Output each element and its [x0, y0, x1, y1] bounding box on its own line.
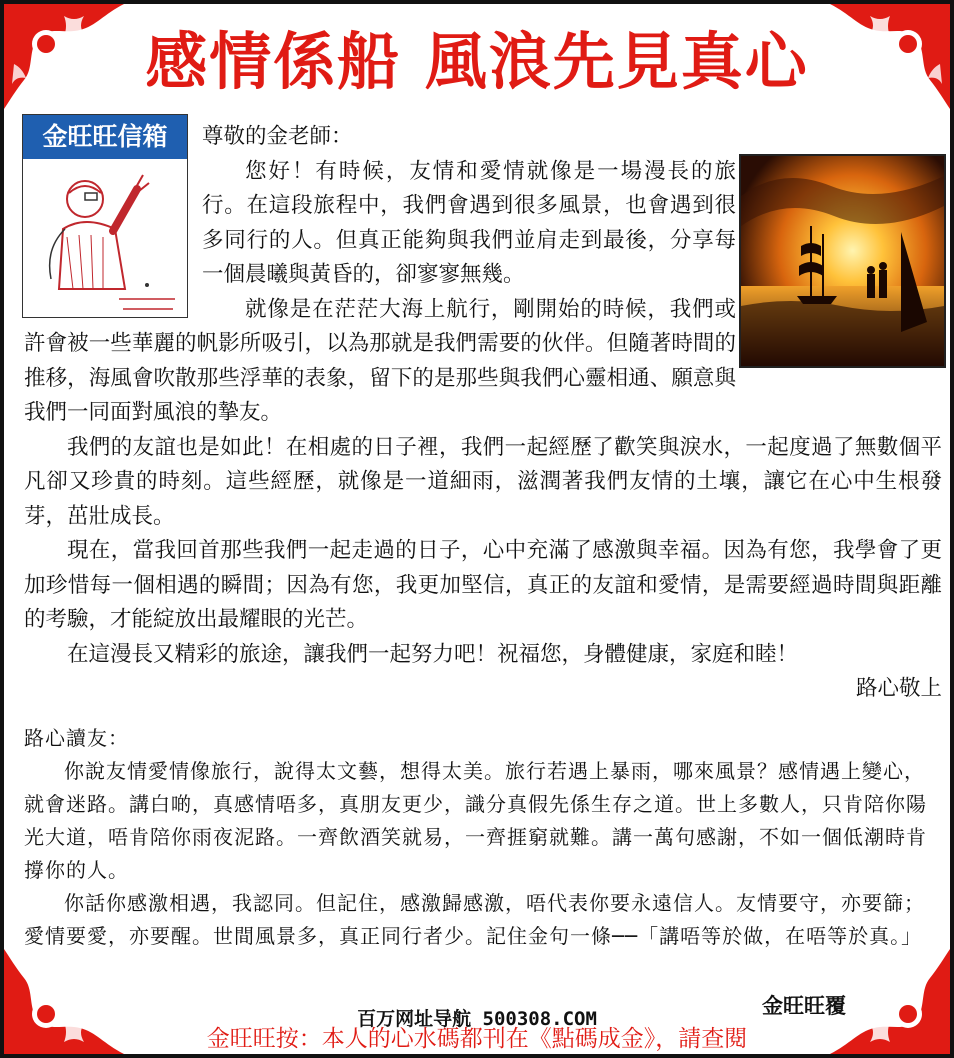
- letter-signoff: 路心敬上: [855, 676, 942, 701]
- article-headline: 感情係船 風浪先見真心: [145, 25, 809, 98]
- reply-paragraph: 你話你感激相遇，我認同。但記住，感激歸感激，唔代表你要永遠信人。友情要守，亦要篩；愛情要愛，亦要醒。世間風景多，真正同行者少。記住金句一條──「講唔等於做，在唔等於真。」: [24, 891, 925, 948]
- reader-letter: [24, 120, 942, 707]
- spacer: [24, 120, 202, 306]
- letter-salutation: 尊敬的金老師：: [202, 124, 353, 149]
- letter-paragraph: 您好！有時候，友情和愛情就像是一場漫長的旅行。在這段旅程中，我們會遇到很多風景，也會遇到很多同行的人。但真正能夠與我們並肩走到最後，分享每一個晨曦與黃昏的，卻寥寥無幾。: [202, 158, 736, 287]
- letter-paragraph: 就像是在茫茫大海上航行，剛開始的時候，我們或許會被一些華麗的帆影所吸引，以為那就是我們需要的伙伴。但隨著時間的推移，海風會吹散那些浮華的表象，留下的是那些與我們心靈相通、願意與我們一同面對風浪的摯友。: [24, 296, 736, 425]
- footer-note: 金旺旺按：本人的心水碼都刊在《點碼成金》，請查閱: [206, 1026, 748, 1052]
- spacer: [736, 120, 942, 368]
- reply-paragraph: 你說友情愛情像旅行，說得太文藝，想得太美。旅行若遇上暴雨，哪來風景？感情遇上變心，就會迷路。講白啲，真感情唔多，真朋友更少，識分真假先係生存之道。世上多數人，只肯陪你陽光大道，唔肯陪你雨夜泥路。一齊飲酒笑就易，一齊捱窮就難。講一萬句感謝，不如一個低潮時肯撐你的人。: [24, 759, 927, 882]
- reply-salutation: 路心讀友：: [24, 726, 129, 750]
- letter-paragraph: 我們的友誼也是如此！在相處的日子裡，我們一起經歷了歡笑與淚水，一起度過了無數個平凡卻又珍貴的時刻。這些經歷，就像是一道細雨，滋潤著我們友情的土壤，讓它在心中生根發芽，茁壯成長。: [24, 434, 942, 529]
- footer-watermark: 百万网址导航 500308.COM: [357, 1008, 597, 1030]
- reply-signature: 金旺旺覆: [762, 993, 846, 1018]
- letter-paragraph: 現在，當我回首那些我們一起走過的日子，心中充滿了感激與幸福。因為有您，我學會了更加珍惜每一個相遇的瞬間；因為有您，我更加堅信，真正的友誼和愛情，是需要經過時間與距離的考驗，才能綻放出最耀眼的光芒。: [24, 538, 942, 632]
- mailbox-title: 金旺旺信箱: [23, 115, 187, 159]
- letter-paragraph: 在這漫長又精彩的旅途，讓我們一起努力吧！祝福您，身體健康，家庭和睦！: [67, 641, 799, 667]
- columnist-reply: [24, 722, 942, 953]
